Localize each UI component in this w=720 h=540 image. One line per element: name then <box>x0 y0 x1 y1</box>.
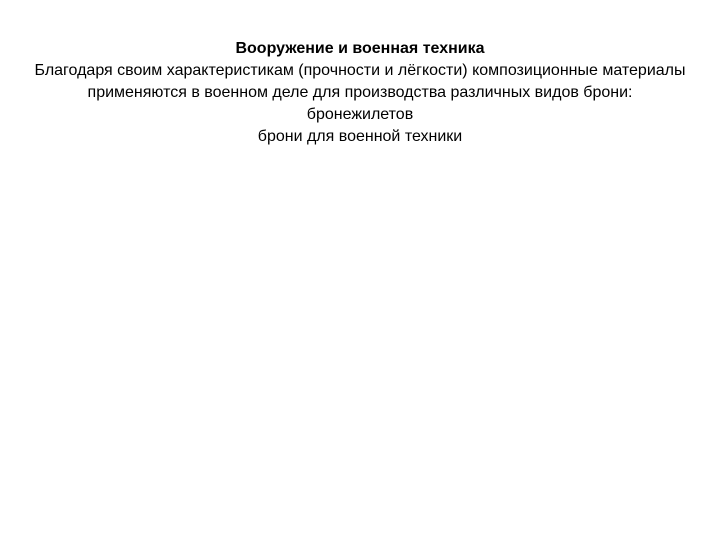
slide-title: Вооружение и военная техника <box>235 40 485 57</box>
list-item: брони для военной техники <box>257 128 463 145</box>
slide-body-text: Благодаря своим характеристикам (прочности и лёгкости) композиционные материалы применяются в военном деле для производства различных видов брони: <box>34 62 686 101</box>
slide-content <box>28 38 692 148</box>
list-item: бронежилетов <box>306 106 414 123</box>
